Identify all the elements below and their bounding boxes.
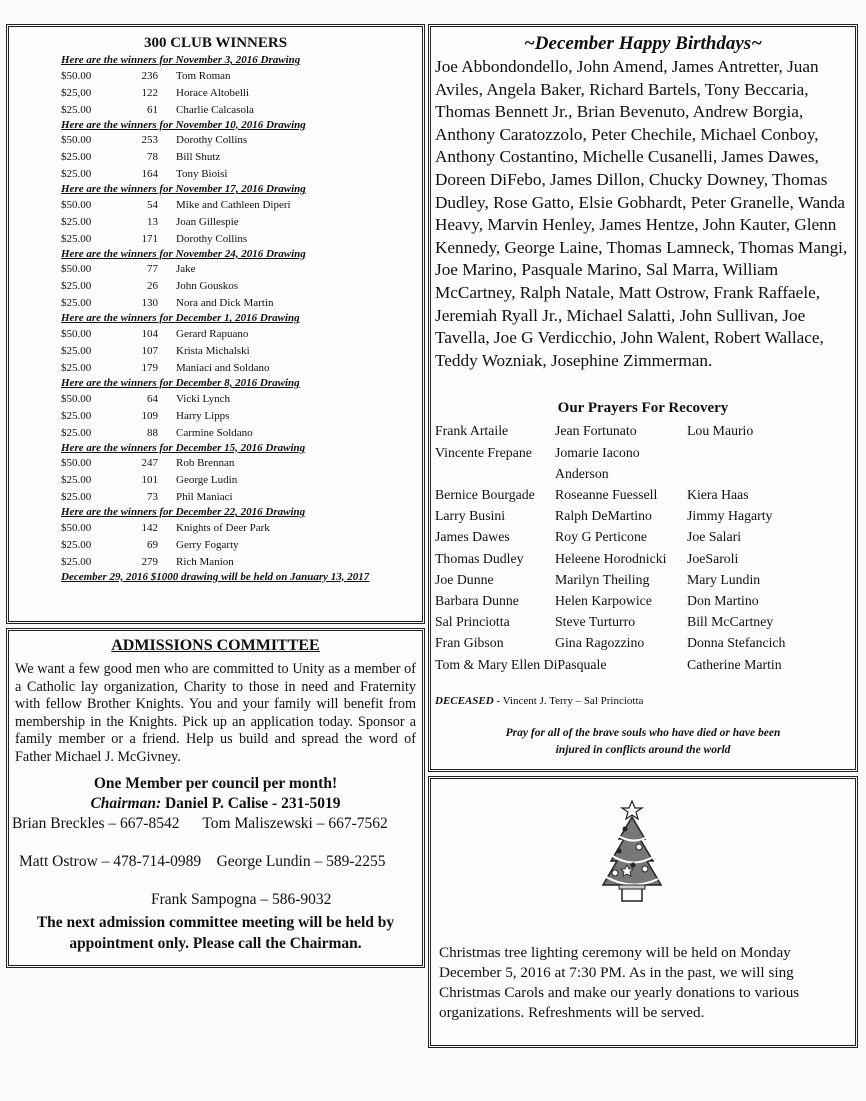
- winner-name: Knights of Deer Park: [176, 521, 270, 534]
- winner-amount: $25.00: [61, 151, 92, 164]
- winner-row: [9, 231, 422, 248]
- prayer-name: Helen Karpowice: [555, 592, 652, 608]
- winner-name: Tony Bioisi: [176, 168, 228, 181]
- winner-ticket-number: 101: [141, 474, 158, 487]
- winner-name: Maniaci and Soldano: [176, 361, 270, 374]
- chairman-name: Daniel P. Calise - 231-5019: [164, 795, 341, 812]
- prayer-name: Heleene Horodnicki: [555, 550, 667, 566]
- winner-ticket-number: 54: [147, 198, 158, 211]
- winner-ticket-number: 64: [147, 392, 158, 405]
- winner-amount: $25.00: [61, 555, 92, 568]
- winner-amount: $50.00: [61, 327, 92, 340]
- birthday-names: Joe Abbondondello, John Amend, James Antretter, Juan Aviles, Angela Baker, Richard Bartels, Tony Beccaria, Thomas Bennett Jr., Brian Bevenuto, Andrew Borgia, Anthony Caratozzolo, Peter Chechile, Michael Conboy, Anthony Costantino, Michelle Cusanelli, James Dawes, Doreen DiFebo, James Dillon, Chucky Downey, Thomas Dudley, Rose Gatto, Elsie Gobhardt, Peter Granelle, Wanda Heavy, Marvin Henley, James Hentze, John Kauter, Glenn Kennedy, George Laine, Thomas Lamneck, Thomas Mangi, Joe Marino, Pasquale Marino, Sal Marra, William McCartney, Ralph Natale, Matt Ostrow, Frank Raffaele, Jeremiah Ryall Jr., Michael Salatti, John Sullivan, Joe Tavella, Joe G Verdicchio, John Walent, Robert Wallace, Teddy Wozniak, Josephine Zimmerman.: [435, 57, 848, 370]
- prayer-name: Roy G Perticone: [555, 529, 647, 545]
- prayer-note: [431, 725, 855, 759]
- prayer-name: Catherine Martin: [687, 656, 782, 672]
- christmas-text: Christmas tree lighting ceremony will be held on Monday December 5, 2016 at 7:30 PM. As in the past, we will sing Christmas Carols and make our yearly donations to various organizations. Refreshments will be served.: [439, 944, 800, 1021]
- winner-amount: $25.00: [61, 280, 92, 293]
- prayer-name: Sal Princiotta: [435, 614, 510, 630]
- winner-row: [9, 326, 422, 343]
- contacts-row-2: Matt Ostrow – 478-714-0989 George Lundin – 589-2255: [19, 853, 386, 870]
- prayer-name: Jomarie Iacono Anderson: [555, 444, 640, 481]
- winner-ticket-number: 122: [141, 86, 158, 99]
- prayer-name: Joe Dunne: [435, 571, 494, 587]
- contacts-row-1: Brian Breckles – 667-8542 Tom Maliszewski – 667-7562: [12, 815, 388, 832]
- drawing-header: Here are the winners for November 24, 2016 Drawing: [61, 247, 306, 260]
- deceased-line: [435, 695, 855, 707]
- prayers-title: Our Prayers For Recovery: [557, 400, 729, 417]
- winner-amount: $25.00: [61, 426, 92, 439]
- winner-row: [9, 455, 422, 472]
- winner-name: Rob Brennan: [176, 457, 235, 470]
- winner-row: [9, 102, 422, 119]
- admissions-title: ADMISSIONS COMMITTEE: [111, 637, 320, 654]
- club-winners-box: [6, 24, 425, 624]
- winner-name: John Gouskos: [176, 280, 239, 293]
- drawing-header: Here are the winners for December 8, 2016 Drawing: [61, 376, 300, 389]
- prayer-row: [431, 505, 855, 526]
- winner-ticket-number: 179: [141, 361, 158, 374]
- winner-amount: $50.00: [61, 263, 92, 276]
- winner-ticket-number: 130: [141, 297, 158, 310]
- christmas-box: [428, 776, 858, 1048]
- admissions-box: [6, 628, 425, 968]
- prayer-name: Frank Artaile: [435, 423, 509, 439]
- prayer-row: [431, 420, 855, 441]
- winner-ticket-number: 109: [141, 409, 158, 422]
- prayer-name: Jimmy Hagarty: [687, 508, 773, 524]
- drawing-header: Here are the winners for December 15, 2016 Drawing: [61, 441, 306, 454]
- deceased-label: DECEASED: [435, 694, 494, 707]
- winner-ticket-number: 107: [141, 344, 158, 357]
- drawing-header: Here are the winners for November 17, 2016 Drawing: [61, 183, 306, 196]
- winner-name: Dorothy Collins: [176, 232, 248, 245]
- winner-name: Nora and Dick Martin: [176, 297, 274, 310]
- winner-name: Mike and Cathleen Diperi: [176, 198, 291, 211]
- prayer-name: Donna Stefancich: [687, 635, 786, 651]
- winner-ticket-number: 13: [147, 215, 158, 228]
- winner-ticket-number: 164: [141, 168, 158, 181]
- winner-amount: $50.00: [61, 69, 92, 82]
- prayer-name: Mary Lundin: [687, 571, 761, 587]
- winner-name: Krista Michalski: [176, 344, 250, 357]
- winner-amount: $50.00: [61, 457, 92, 470]
- prayer-name: Bernice Bourgade: [435, 486, 535, 502]
- prayer-row: [431, 632, 855, 653]
- winner-row: [9, 149, 422, 166]
- winner-name: Rich Manion: [176, 555, 234, 568]
- prayer-name: Lou Maurio: [687, 423, 754, 439]
- winner-ticket-number: 247: [141, 457, 158, 470]
- winner-row: [9, 489, 422, 506]
- prayer-name: Joe Salari: [687, 529, 742, 545]
- prayer-name: Steve Turturro: [555, 614, 636, 630]
- prayer-row: [431, 611, 855, 632]
- prayer-note-line-1: Pray for all of the brave souls who have died or have been: [505, 726, 781, 739]
- prayer-name: Thomas Dudley: [435, 550, 524, 566]
- winner-ticket-number: 69: [147, 538, 158, 551]
- prayer-row: [431, 548, 855, 569]
- winner-amount: $25.00: [61, 344, 92, 357]
- christmas-tree-icon: [597, 799, 667, 916]
- winner-row: [9, 472, 422, 489]
- prayer-name: Vincente Frepane: [435, 444, 532, 460]
- winner-name: Horace Altobelli: [176, 86, 250, 99]
- contacts-row-3: Frank Sampogna – 586-9032: [151, 891, 332, 908]
- prayer-list: [431, 420, 855, 674]
- winner-name: Joan Gillespie: [176, 215, 239, 228]
- winner-row: [9, 132, 422, 149]
- winner-name: George Ludin: [176, 474, 238, 487]
- meeting-note: The next admission committee meeting will be held by appointment only. Please call the Chairman.: [36, 914, 395, 952]
- winner-amount: $25.00: [61, 168, 92, 181]
- winner-ticket-number: 142: [141, 521, 158, 534]
- drawing-header: Here are the winners for December 1, 2016 Drawing: [61, 312, 300, 325]
- winner-amount: $25,00: [61, 86, 92, 99]
- winner-row: [9, 85, 422, 102]
- prayer-row: [431, 442, 855, 484]
- drawing-header: Here are the winners for December 22, 2016 Drawing: [61, 506, 306, 519]
- winner-row: [9, 68, 422, 85]
- winner-row: [9, 278, 422, 295]
- winner-name: Tom Roman: [176, 69, 231, 82]
- prayer-row: [431, 654, 855, 675]
- winner-ticket-number: 61: [147, 103, 158, 116]
- winner-row: [9, 391, 422, 408]
- prayer-name: Fran Gibson: [435, 635, 504, 651]
- winner-row: [9, 197, 422, 214]
- prayer-name: Marilyn Theiling: [555, 571, 650, 587]
- prayer-name: Gina Ragozzino: [555, 635, 645, 651]
- winner-amount: $25.00: [61, 361, 92, 374]
- winner-name: Carmine Soldano: [176, 426, 253, 439]
- birthdays-title: ~December Happy Birthdays~: [523, 33, 762, 54]
- prayer-name: Barbara Dunne: [435, 592, 519, 608]
- winner-ticket-number: 236: [141, 69, 158, 82]
- prayer-row: [431, 590, 855, 611]
- winner-amount: $50.00: [61, 134, 92, 147]
- winner-row: [9, 166, 422, 183]
- winner-row: [9, 425, 422, 442]
- winner-amount: $25.00: [61, 538, 92, 551]
- winner-name: Gerry Fogarty: [176, 538, 239, 551]
- drawing-header: Here are the winners for November 3, 2016 Drawing: [61, 54, 301, 66]
- winner-amount: $25.00: [61, 232, 92, 245]
- birthdays-box: [428, 24, 858, 772]
- prayer-name: Kiera Haas: [687, 486, 749, 502]
- prayer-row: [431, 526, 855, 547]
- winner-row: [9, 343, 422, 360]
- winner-name: Harry Lipps: [176, 409, 230, 422]
- prayer-name: Roseanne Fuessell: [555, 486, 658, 502]
- winner-name: Jake: [176, 263, 196, 276]
- prayer-name: Jean Fortunato: [555, 423, 637, 439]
- winner-amount: $25.00: [61, 103, 92, 116]
- winner-amount: $25.00: [61, 215, 92, 228]
- winner-row: [9, 408, 422, 425]
- winner-ticket-number: 171: [141, 232, 158, 245]
- chairman-label: Chairman:: [90, 795, 162, 812]
- winner-ticket-number: 104: [141, 327, 158, 340]
- prayer-row: [431, 484, 855, 505]
- prayer-name: Ralph DeMartino: [555, 508, 652, 524]
- winner-row: [9, 360, 422, 377]
- winner-amount: $25.00: [61, 409, 92, 422]
- prayer-name: Tom & Mary Ellen DiPasquale: [435, 656, 607, 672]
- prayer-name: Don Martino: [687, 592, 759, 608]
- prayer-name: JoeSaroli: [687, 550, 739, 566]
- winner-ticket-number: 78: [147, 151, 158, 164]
- winner-name: Bill Shutz: [176, 151, 221, 164]
- winner-name: Charlie Calcasola: [176, 103, 254, 116]
- winner-amount: $25.00: [61, 491, 92, 504]
- winner-amount: $50.00: [61, 521, 92, 534]
- chairman-line: [9, 794, 422, 814]
- winner-ticket-number: 77: [147, 263, 158, 276]
- winner-name: Phil Maniaci: [176, 491, 233, 504]
- winner-ticket-number: 26: [147, 280, 158, 293]
- prayer-name: Bill McCartney: [687, 614, 774, 630]
- winner-ticket-number: 88: [147, 426, 158, 439]
- deceased-names: - Vincent J. Terry – Sal Princiotta: [493, 694, 644, 707]
- winner-amount: $25.00: [61, 474, 92, 487]
- winner-ticket-number: 73: [147, 491, 158, 504]
- one-member-line: One Member per council per month!: [93, 775, 338, 792]
- winner-amount: $25.00: [61, 297, 92, 310]
- winner-row: [9, 537, 422, 554]
- winner-row: [9, 295, 422, 312]
- winner-name: Dorothy Collins: [176, 134, 248, 147]
- prayer-note-line-2: injured in conflicts around the world: [555, 743, 731, 756]
- winner-row: [9, 520, 422, 537]
- prayer-name: [687, 442, 847, 484]
- winner-amount: $50.00: [61, 198, 92, 211]
- prayer-name: Larry Busini: [435, 508, 506, 524]
- winner-ticket-number: 279: [141, 555, 158, 568]
- winner-name: Gerard Rapuano: [176, 327, 249, 340]
- winner-amount: $50.00: [61, 392, 92, 405]
- winner-ticket-number: 253: [141, 134, 158, 147]
- drawing-header: Here are the winners for November 10, 2016 Drawing: [61, 118, 306, 131]
- club-footer: December 29, 2016 $1000 drawing will be held on January 13, 2017: [61, 570, 370, 583]
- drawing-list: [9, 54, 422, 571]
- prayer-row: [431, 569, 855, 590]
- winner-row: [9, 261, 422, 278]
- club-title: 300 CLUB WINNERS: [143, 35, 288, 51]
- winner-name: Vicki Lynch: [176, 392, 231, 405]
- winner-row: [9, 554, 422, 571]
- admissions-paragraph: We want a few good men who are committed to Unity as a member of a Catholic lay organization, Charity to those in need and Fraternity with fellow Brother Knights. You and your family will benefit from membership in the Knights. Pick up an application today. Sponsor a family member or a friend. Help us build and spread the word of Father Michael J. McGivney.: [15, 661, 416, 765]
- winner-row: [9, 214, 422, 231]
- prayer-name: James Dawes: [435, 529, 510, 545]
